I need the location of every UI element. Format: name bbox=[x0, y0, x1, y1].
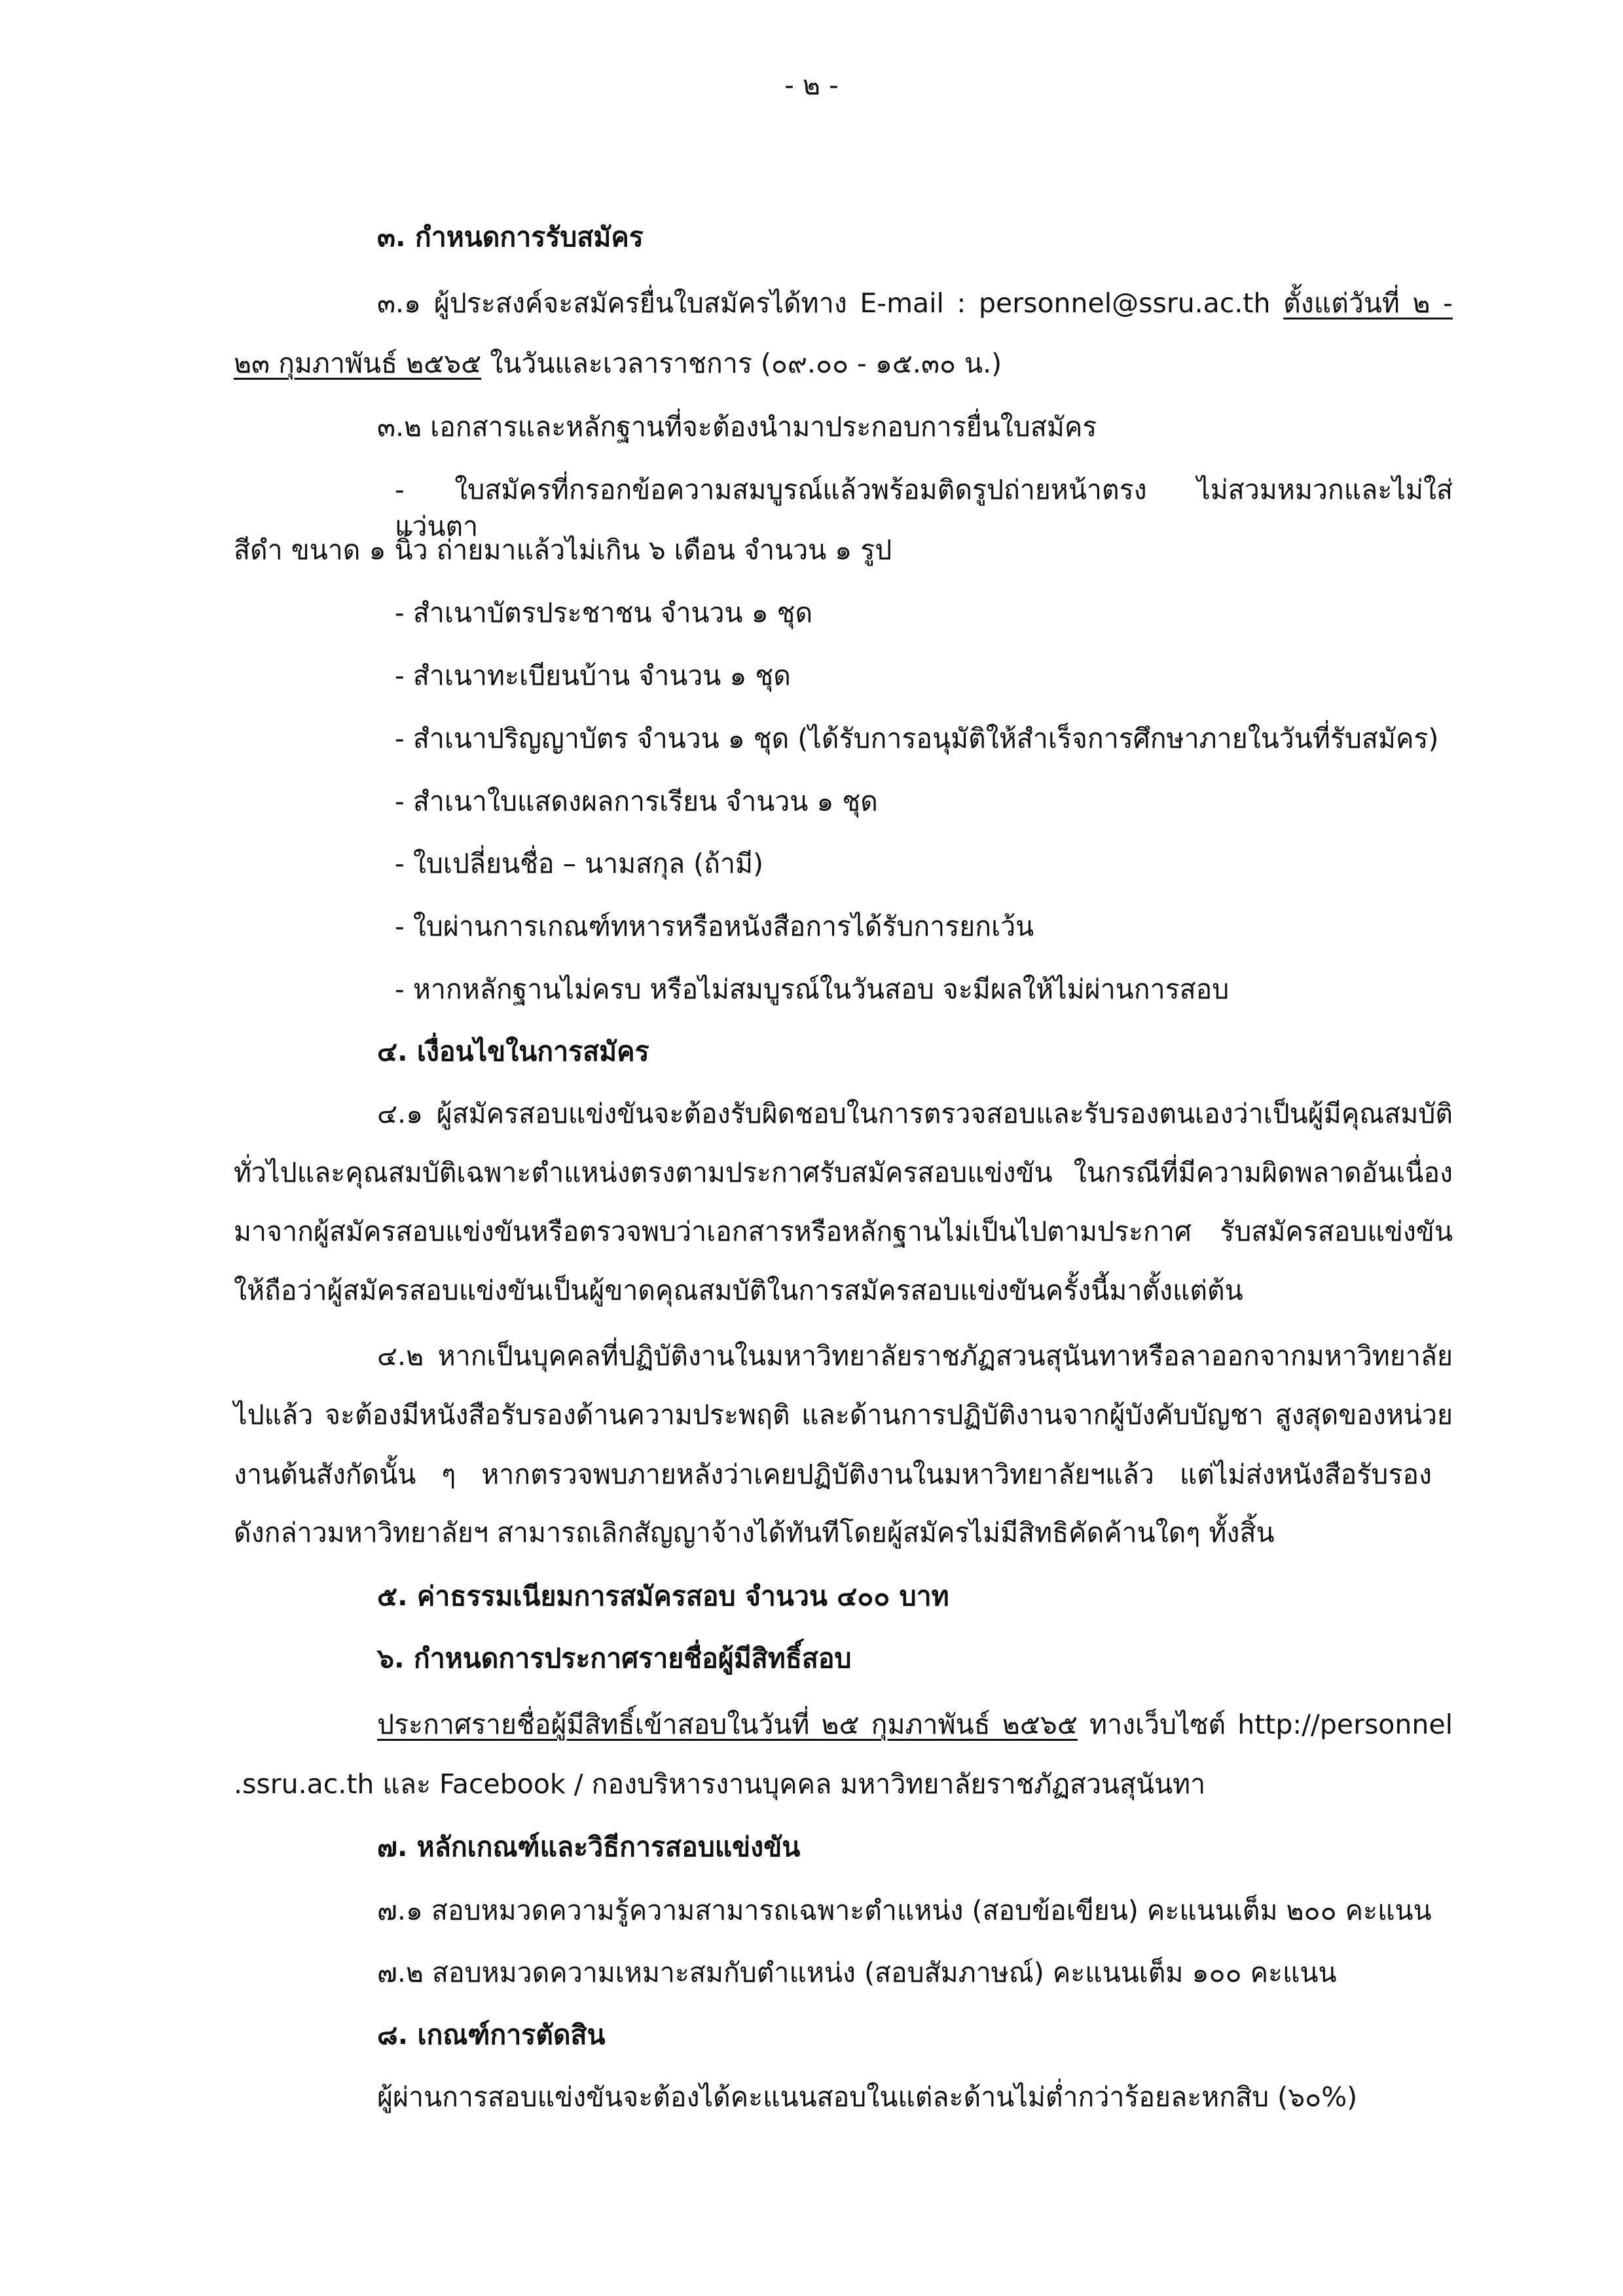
section-4-2-line-2: ไปแล้ว จะต้องมีหนังสือรับรองด้านความประพฤติ และด้านการปฏิบัติงานจากผู้บังคับบัญชา สูงสุดของหน่วย bbox=[234, 1399, 1453, 1430]
section-3-1-date-start: ตั้งแต่วันที่ ๒ - bbox=[1283, 287, 1453, 319]
section-3-heading: ๓. กำหนดการรับสมัคร bbox=[377, 221, 644, 253]
section-6-line-1 bbox=[377, 1706, 1453, 1743]
section-6-announcement-date: ประกาศรายชื่อผู้มีสิทธิ์เข้าสอบในวันที่ ๒๕ กุมภาพันธ์ ๒๕๖๕ bbox=[377, 1709, 1078, 1740]
section-3-1-office-hours: ในวันและเวลาราชการ (๐๙.๐๐ - ๑๕.๓๐ น.) bbox=[490, 348, 1002, 379]
page-number: - ๒ - bbox=[784, 69, 839, 101]
doc-item-name-change: - ใบเปลี่ยนชื่อ – นามสกุล (ถ้ามี) bbox=[395, 848, 764, 879]
section-4-heading: ๔. เงื่อนไขในการสมัคร bbox=[377, 1036, 649, 1067]
doc-item-id-card: - สำเนาบัตรประชาชน จำนวน ๑ ชุด bbox=[395, 597, 813, 629]
section-8-text: ผู้ผ่านการสอบแข่งขันจะต้องได้คะแนนสอบในแต่ละด้านไม่ต่ำกว่าร้อยละหกสิบ (๖๐%) bbox=[377, 2081, 1358, 2113]
section-7-2-text: ๗.๒ สอบหมวดความเหมาะสมกับตำแหน่ง (สอบสัมภาษณ์) คะแนนเต็ม ๑๐๐ คะแนน bbox=[377, 1957, 1337, 1988]
section-8-heading: ๘. เกณฑ์การตัดสิน bbox=[377, 2019, 606, 2050]
section-5-heading: ๕. ค่าธรรมเนียมการสมัครสอบ จำนวน ๔๐๐ บาท bbox=[377, 1580, 949, 1612]
section-3-1-text: ๓.๑ ผู้ประสงค์จะสมัครยื่นใบสมัครได้ทาง E-mail : personnel@ssru.ac.th bbox=[377, 287, 1271, 319]
section-4-2-line-1: ๔.๒ หากเป็นบุคคลที่ปฏิบัติงานในมหาวิทยาลัยราชภัฏสวนสุนันทาหรือลาออกจากมหาวิทยาลัย bbox=[377, 1340, 1453, 1372]
doc-item-incomplete-warning: - หากหลักฐานไม่ครบ หรือไม่สมบูรณ์ในวันสอบ จะมีผลให้ไม่ผ่านการสอบ bbox=[395, 974, 1230, 1005]
section-4-1-line-2: ทั่วไปและคุณสมบัติเฉพาะตำแหน่งตรงตามประกาศรับสมัครสอบแข่งขัน ในกรณีที่มีความผิดพลาดอันเนื่อง bbox=[234, 1157, 1453, 1188]
doc-item-transcript: - สำเนาใบแสดงผลการเรียน จำนวน ๑ ชุด bbox=[395, 786, 878, 817]
section-3-1-date-end: ๒๓ กุมภาพันธ์ ๒๕๖๕ bbox=[234, 348, 482, 379]
doc-item-house-registration: - สำเนาทะเบียนบ้าน จำนวน ๑ ชุด bbox=[395, 660, 791, 691]
doc-item-photo-line-2: สีดำ ขนาด ๑ นิ้ว ถ่ายมาแล้วไม่เกิน ๖ เดือน จำนวน ๑ รูป bbox=[234, 534, 892, 566]
section-4-2-line-4: ดังกล่าวมหาวิทยาลัยฯ สามารถเลิกสัญญาจ้างได้ทันทีโดยผู้สมัครไม่มีสิทธิคัดค้านใดๆ ทั้งสิ้น bbox=[234, 1517, 1275, 1548]
doc-item-photo-line-1: - ใบสมัครที่กรอกข้อความสมบูรณ์แล้วพร้อมติดรูปถ่ายหน้าตรง ไม่สวมหมวกและไม่ใส่แว่นตา bbox=[395, 474, 1453, 542]
section-4-2-line-3: งานต้นสังกัดนั้น ๆ หากตรวจพบภายหลังว่าเคยปฏิบัติงานในมหาวิทยาลัยฯแล้ว แต่ไม่ส่งหนังสือรับรอง bbox=[234, 1459, 1432, 1490]
section-7-heading: ๗. หลักเกณฑ์และวิธีการสอบแข่งขัน bbox=[377, 1831, 801, 1863]
section-4-1-line-4: ให้ถือว่าผู้สมัครสอบแข่งขันเป็นผู้ขาดคุณสมบัติในการสมัครสอบแข่งขันครั้งนี้มาตั้งแต่ต้น bbox=[234, 1275, 1243, 1306]
section-4-1-line-3: มาจากผู้สมัครสอบแข่งขันหรือตรวจพบว่าเอกสารหรือหลักฐานไม่เป็นไปตามประกาศ รับสมัครสอบแข่งขัน bbox=[234, 1216, 1453, 1247]
section-4-1-line-1: ๔.๑ ผู้สมัครสอบแข่งขันจะต้องรับผิดชอบในการตรวจสอบและรับรองตนเองว่าเป็นผู้มีคุณสมบัติ bbox=[377, 1098, 1453, 1129]
section-6-line-2: .ssru.ac.th และ Facebook / กองบริหารงานบุคคล มหาวิทยาลัยราชภัฏสวนสุนันทา bbox=[234, 1768, 1206, 1800]
section-3-1-line-2 bbox=[234, 345, 1002, 382]
doc-item-military: - ใบผ่านการเกณฑ์ทหารหรือหนังสือการได้รับการยกเว้น bbox=[395, 911, 1034, 942]
doc-item-degree-certificate: - สำเนาปริญญาบัตร จำนวน ๑ ชุด (ได้รับการอนุมัติให้สำเร็จการศึกษาภายในวันที่รับสมัคร) bbox=[395, 723, 1439, 754]
section-7-1-text: ๗.๑ สอบหมวดความรู้ความสามารถเฉพาะตำแหน่ง (สอบข้อเขียน) คะแนนเต็ม ๒๐๐ คะแนน bbox=[377, 1895, 1432, 1926]
section-6-website: ทางเว็บไซต์ http://personnel bbox=[1089, 1709, 1453, 1740]
section-3-2-text: ๓.๒ เอกสารและหลักฐานที่จะต้องนำมาประกอบการยื่นใบสมัคร bbox=[377, 411, 1097, 443]
section-6-heading: ๖. กำหนดการประกาศรายชื่อผู้มีสิทธิ์สอบ bbox=[377, 1643, 852, 1674]
section-3-1-line-1 bbox=[377, 285, 1453, 321]
